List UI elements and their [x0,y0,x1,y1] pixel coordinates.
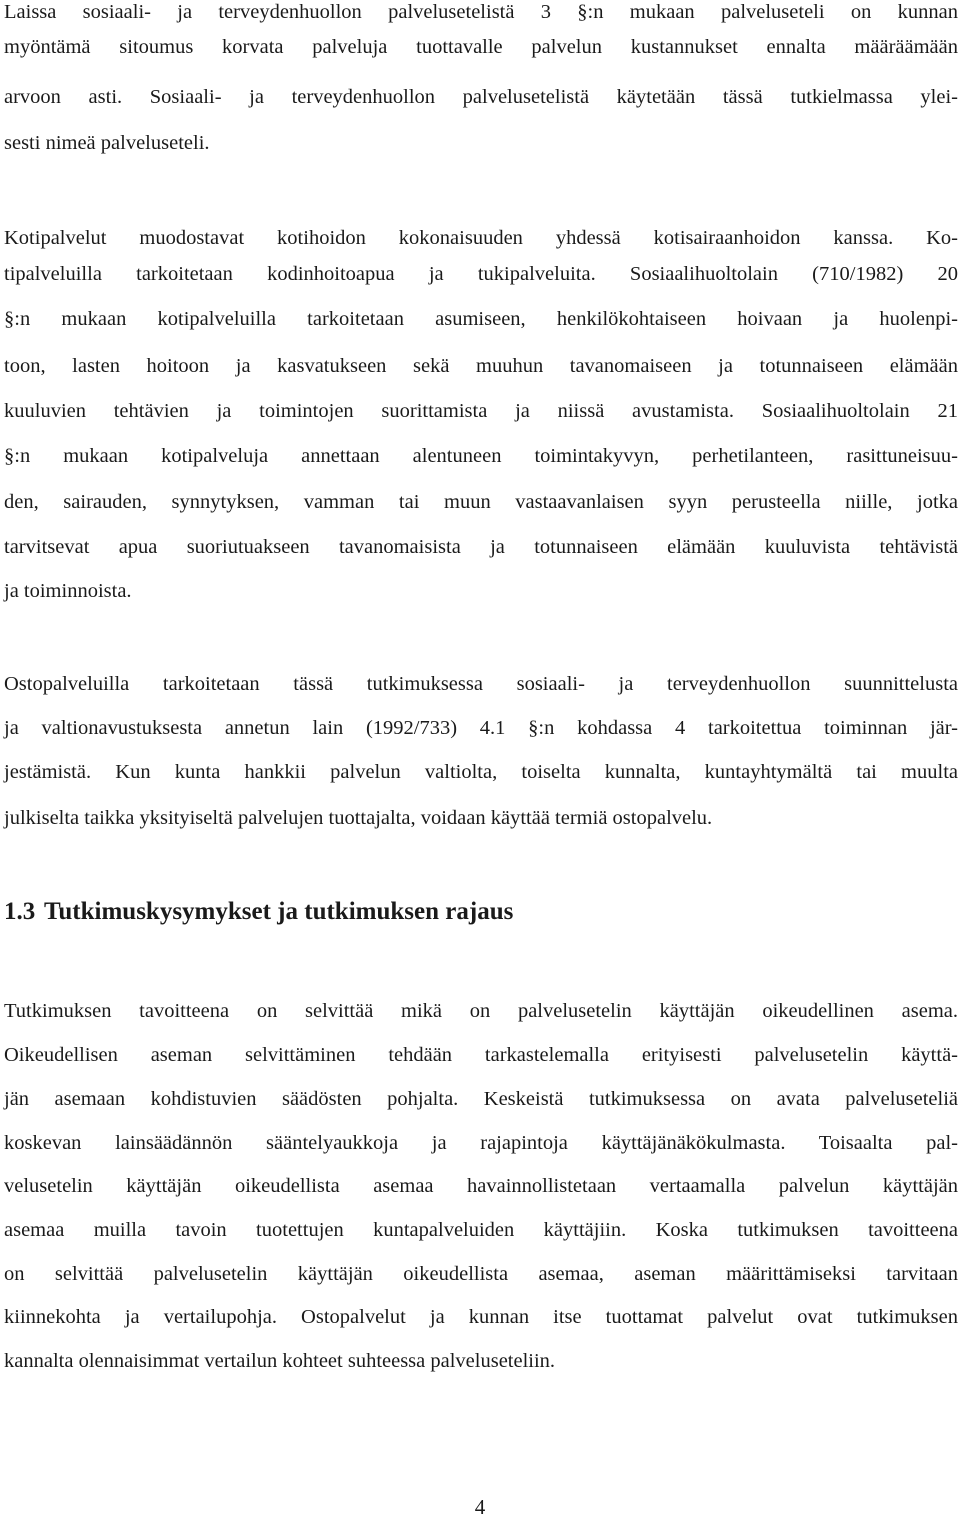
text-line: kuuluvien tehtävien ja toimintojen suorittamista ja niissä avustamista. Sosiaalihuoltolain 21 [4,400,958,422]
text-line: ja toiminnoista. [4,580,132,602]
text-line: Ostopalveluilla tarkoitetaan tässä tutkimuksessa sosiaali- ja terveydenhuollon suunnittelusta [4,673,958,695]
text-line: myöntämä sitoumus korvata palveluja tuottavalle palvelun kustannukset ennalta määräämään [4,36,958,58]
text-line: kannalta olennaisimmat vertailun kohteet suhteessa palveluseteliin. [4,1350,556,1372]
text-line: kiinnekohta ja vertailupohja. Ostopalvelut ja kunnan itse tuottamat palvelut ovat tutkimuksen [4,1306,958,1328]
section-number: 1.3 [4,898,36,925]
text-line: §:n mukaan kotipalveluja annettaan alentuneen toimintakyvyn, perhetilanteen, rasittuneisuu- [4,445,958,467]
text-line: on selvittää palvelusetelin käyttäjän oikeudellista asemaa, aseman määrittämiseksi tarvitaan [4,1263,958,1285]
text-line: tipalveluilla tarkoitetaan kodinhoitoapua ja tukipalveluita. Sosiaalihuoltolain (710/1982) 20 [4,263,958,285]
text-line: tarvitsevat apua suoriutuakseen tavanomaisista ja totunnaiseen elämään kuuluvista tehtävistä [4,536,958,558]
text-line: Kotipalvelut muodostavat kotihoidon kokonaisuuden yhdessä kotisairaanhoidon kanssa. Ko- [4,227,958,249]
text-line: sesti nimeä palveluseteli. [4,132,210,154]
text-line: asemaa muilla tavoin tuotettujen kuntapalveluiden käyttäjiin. Koska tutkimuksen tavoitteena [4,1219,958,1241]
section-heading [4,897,513,927]
text-line: velusetelin käyttäjän oikeudellista asemaa havainnollistetaan vertaamalla palvelun käyttäjän [4,1175,958,1197]
text-line: toon, lasten hoitoon ja kasvatukseen sekä muuhun tavanomaiseen ja totunnaiseen elämään [4,355,958,377]
text-line: Laissa sosiaali- ja terveydenhuollon palvelusetelistä 3 §:n mukaan palveluseteli on kunnan [4,1,958,23]
text-line: §:n mukaan kotipalveluilla tarkoitetaan asumiseen, henkilökohtaiseen hoivaan ja huolenpi- [4,308,958,330]
section-title: Tutkimuskysymykset ja tutkimuksen rajaus [44,898,514,925]
text-line: arvoon asti. Sosiaali- ja terveydenhuollon palvelusetelistä käytetään tässä tutkielmassa ylei- [4,86,958,108]
text-line: Tutkimuksen tavoitteena on selvittää mikä on palvelusetelin käyttäjän oikeudellinen asema. [4,1000,958,1022]
text-line: den, sairauden, synnytyksen, vamman tai muun vastaavanlaisen syyn perusteella niille, jotka [4,491,958,513]
text-line: koskevan lainsäädännön sääntelyaukkoja ja rajapintoja käyttäjänäkökulmasta. Toisaalta pal- [4,1132,958,1154]
text-line: jestämistä. Kun kunta hankkii palvelun valtiolta, toiselta kunnalta, kuntayhtymältä tai muulta [4,761,958,783]
text-line: Oikeudellisen aseman selvittäminen tehdään tarkastelemalla erityisesti palvelusetelin käyttä- [4,1044,958,1066]
page-number: 4 [474,1495,486,1519]
text-line: ja valtionavustuksesta annetun lain (1992/733) 4.1 §:n kohdassa 4 tarkoitettua toiminnan jär- [4,717,958,739]
text-line: julkiselta taikka yksityiseltä palvelujen tuottajalta, voidaan käyttää termiä ostopalvelu. [4,807,713,829]
text-line: jän asemaan kohdistuvien säädösten pohjalta. Keskeistä tutkimuksessa on avata palveluseteliä [4,1088,958,1110]
